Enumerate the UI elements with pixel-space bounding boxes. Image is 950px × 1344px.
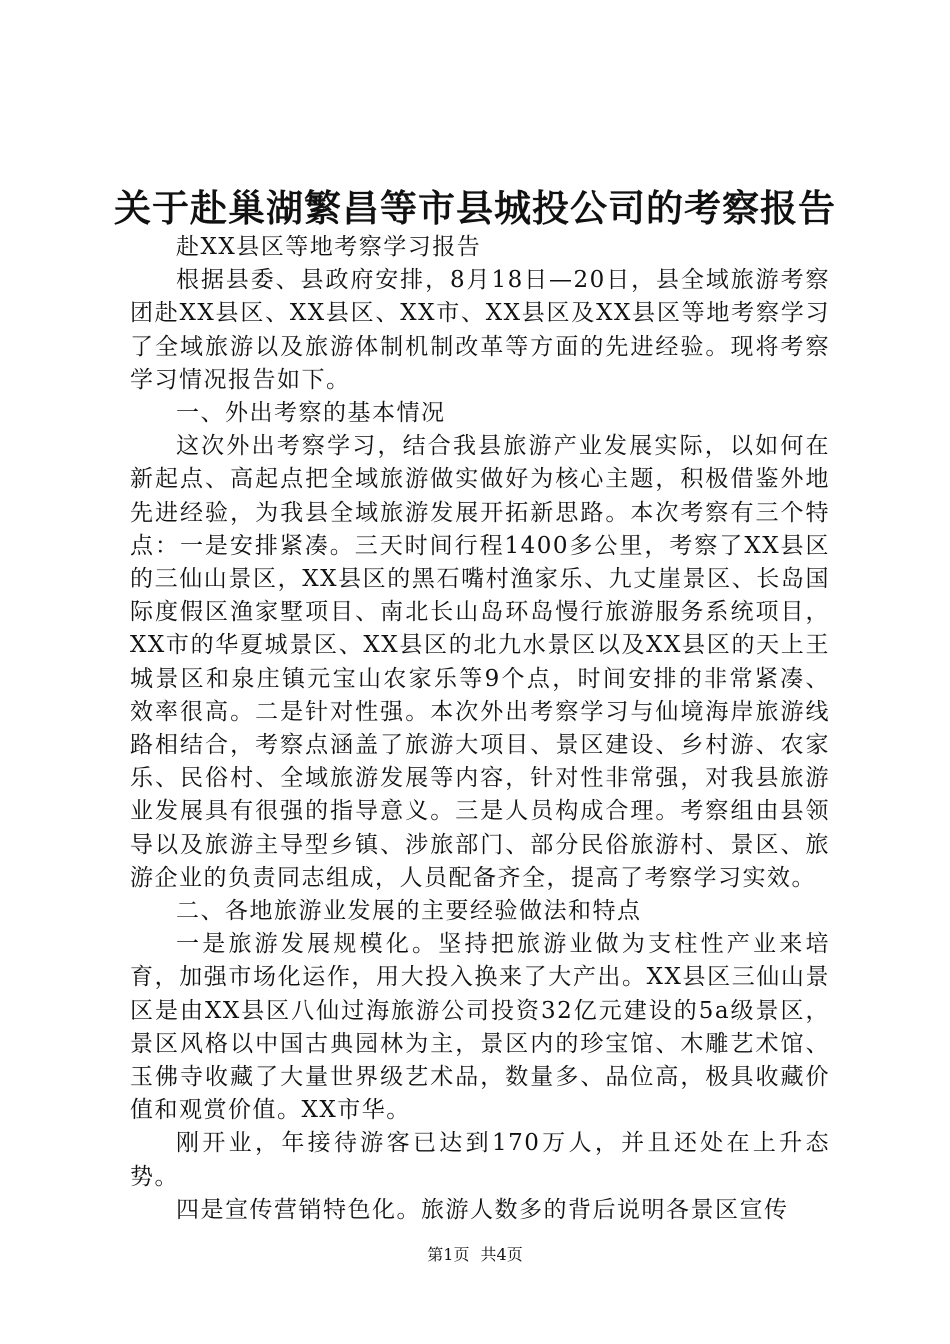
body-paragraph: 刚开业，年接待游客已达到170万人，并且还处在上升态势。: [130, 1130, 830, 1190]
intro-paragraph: 根据县委、县政府安排，8月18日—20日，县全域旅游考察团赴XX县区、XX县区、XX市、XX县区及XX县区等地考察学习了全域旅游以及旅游体制机制改革等方面的先进经验。现将考察学习情况报告如下。: [130, 267, 830, 393]
page-total: 共4页: [480, 1245, 523, 1264]
section-heading-2: 二、各地旅游业发展的主要经验做法和特点: [176, 898, 642, 925]
body-paragraph: 一是旅游发展规模化。坚持把旅游业做为支柱性产业来培育，加强市场化运作，用大投入换来了大产出。XX县区三仙山景区是由XX县区八仙过海旅游公司投资32亿元建设的5a级景区，景区风格以中国古典园林为主，景区内的珍宝馆、木雕艺术馆、玉佛寺收藏了大量世界级艺术品，数量多、品位高，极具收藏价值和观赏价值。XX市华。: [130, 931, 830, 1124]
page-footer: [0, 1244, 950, 1266]
page-number: 第1页: [427, 1245, 470, 1264]
subtitle-paragraph: 赴XX县区等地考察学习报告: [176, 234, 482, 260]
section-heading-1: 一、外出考察的基本情况: [176, 400, 446, 427]
body-paragraph: 这次外出考察学习，结合我县旅游产业发展实际，以如何在新起点、高起点把全域旅游做实做好为核心主题，积极借鉴外地先进经验，为我县全域旅游发展开拓新思路。本次考察有三个特点：一是安排紧凑。三天时间行程1400多公里，考察了XX县区的三仙山景区，XX县区的黑石嘴村渔家乐、九丈崖景区、长岛国际度假区渔家墅项目、南北长山岛环岛慢行旅游服务系统项目，XX市的华夏城景区、XX县区的北九水景区以及XX县区的天上王城景区和泉庄镇元宝山农家乐等9个点，时间安排的非常紧凑、效率很高。二是针对性强。本次外出考察学习与仙境海岸旅游线路相结合，考察点涵盖了旅游大项目、景区建设、乡村游、农家乐、民俗村、全域旅游发展等内容，针对性非常强，对我县旅游业发展具有很强的指导意义。三是人员构成合理。考察组由县领导以及旅游主导型乡镇、涉旅部门、部分民俗旅游村、景区、旅游企业的负责同志组成，人员配备齐全，提高了考察学习实效。: [130, 433, 830, 891]
document-body: [130, 231, 830, 1227]
body-paragraph: 四是宣传营销特色化。旅游人数多的背后说明各景区宣传: [176, 1196, 789, 1223]
document-title: 关于赴巢湖繁昌等市县城投公司的考察报告: [114, 186, 836, 230]
